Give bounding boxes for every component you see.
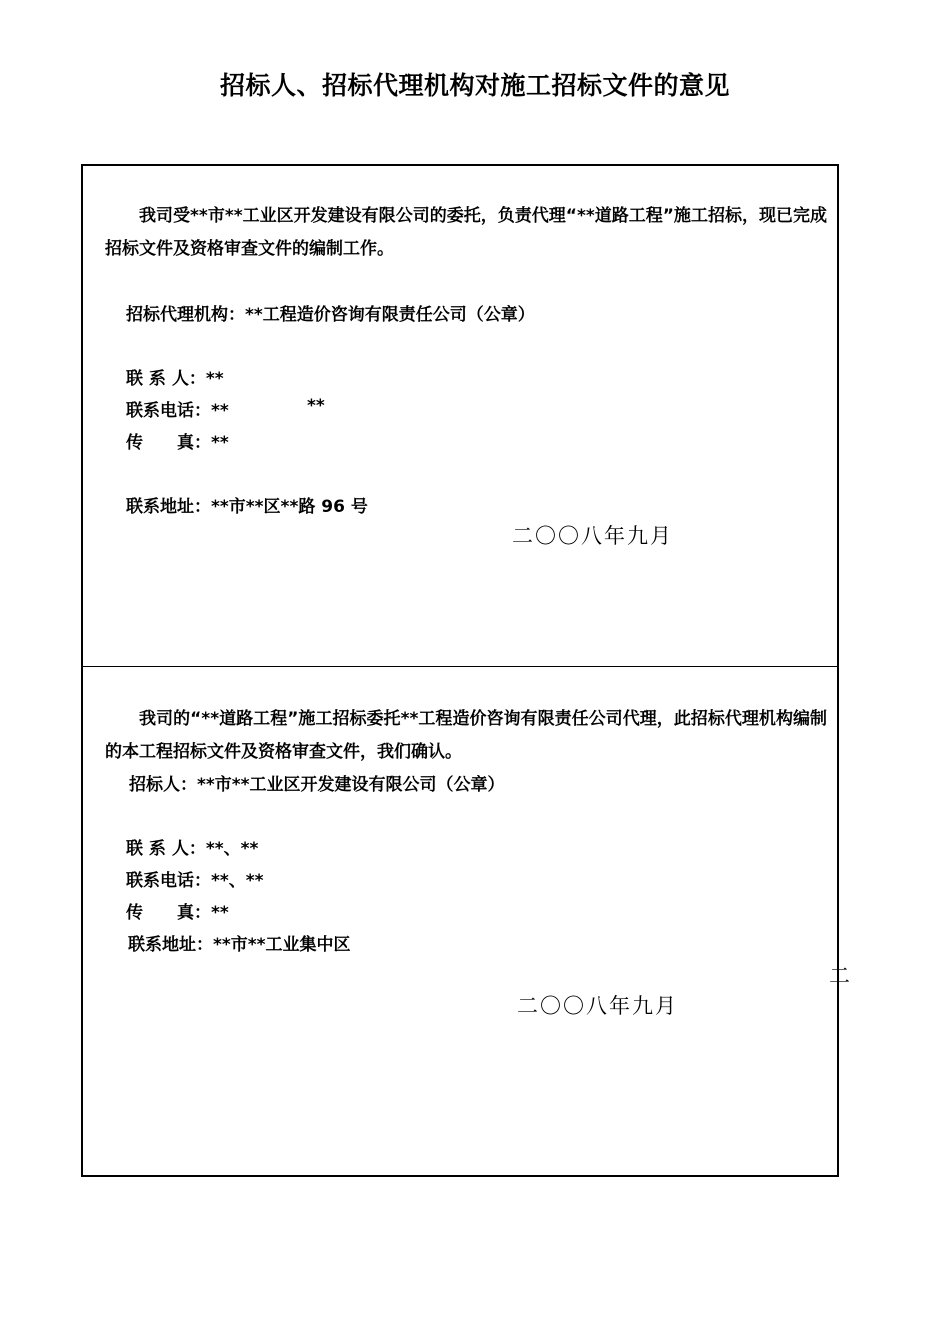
agency-statement: 我司受**市**工业区开发建设有限公司的委托，负责代理“**道路工程”施工招标，现已完成招标文件及资格审查文件的编制工作。 bbox=[105, 206, 827, 259]
agency-date: 二〇〇八年九月 bbox=[512, 524, 673, 548]
tenderer-address: 联系地址：**市**工业集中区 bbox=[128, 935, 351, 955]
agency-fax: 传 真：** bbox=[126, 433, 229, 453]
tenderer-contact-person: 联 系 人：**、** bbox=[126, 839, 259, 859]
agency-phone: 联系电话：** bbox=[126, 401, 229, 421]
stray-character: 二 bbox=[829, 964, 850, 988]
agency-phone-extra: ** bbox=[307, 396, 325, 416]
agency-address: 联系地址：**市**区**路 96 号 bbox=[126, 497, 368, 517]
tenderer-fax: 传 真：** bbox=[126, 903, 229, 923]
tenderer-name: 招标人：**市**工业区开发建设有限公司（公章） bbox=[129, 775, 505, 795]
agency-contact-person: 联 系 人：** bbox=[126, 369, 224, 389]
section-divider bbox=[82, 666, 837, 667]
agency-name: 招标代理机构：**工程造价咨询有限责任公司（公章） bbox=[126, 305, 535, 325]
tenderer-date: 二〇〇八年九月 bbox=[517, 994, 678, 1018]
tenderer-phone: 联系电话：**、** bbox=[126, 871, 264, 891]
tenderer-statement: 我司的“**道路工程”施工招标委托**工程造价咨询有限责任公司代理，此招标代理机构编制的本工程招标文件及资格审查文件，我们确认。 bbox=[105, 709, 827, 762]
document-title: 招标人、招标代理机构对施工招标文件的意见 bbox=[219, 71, 730, 100]
